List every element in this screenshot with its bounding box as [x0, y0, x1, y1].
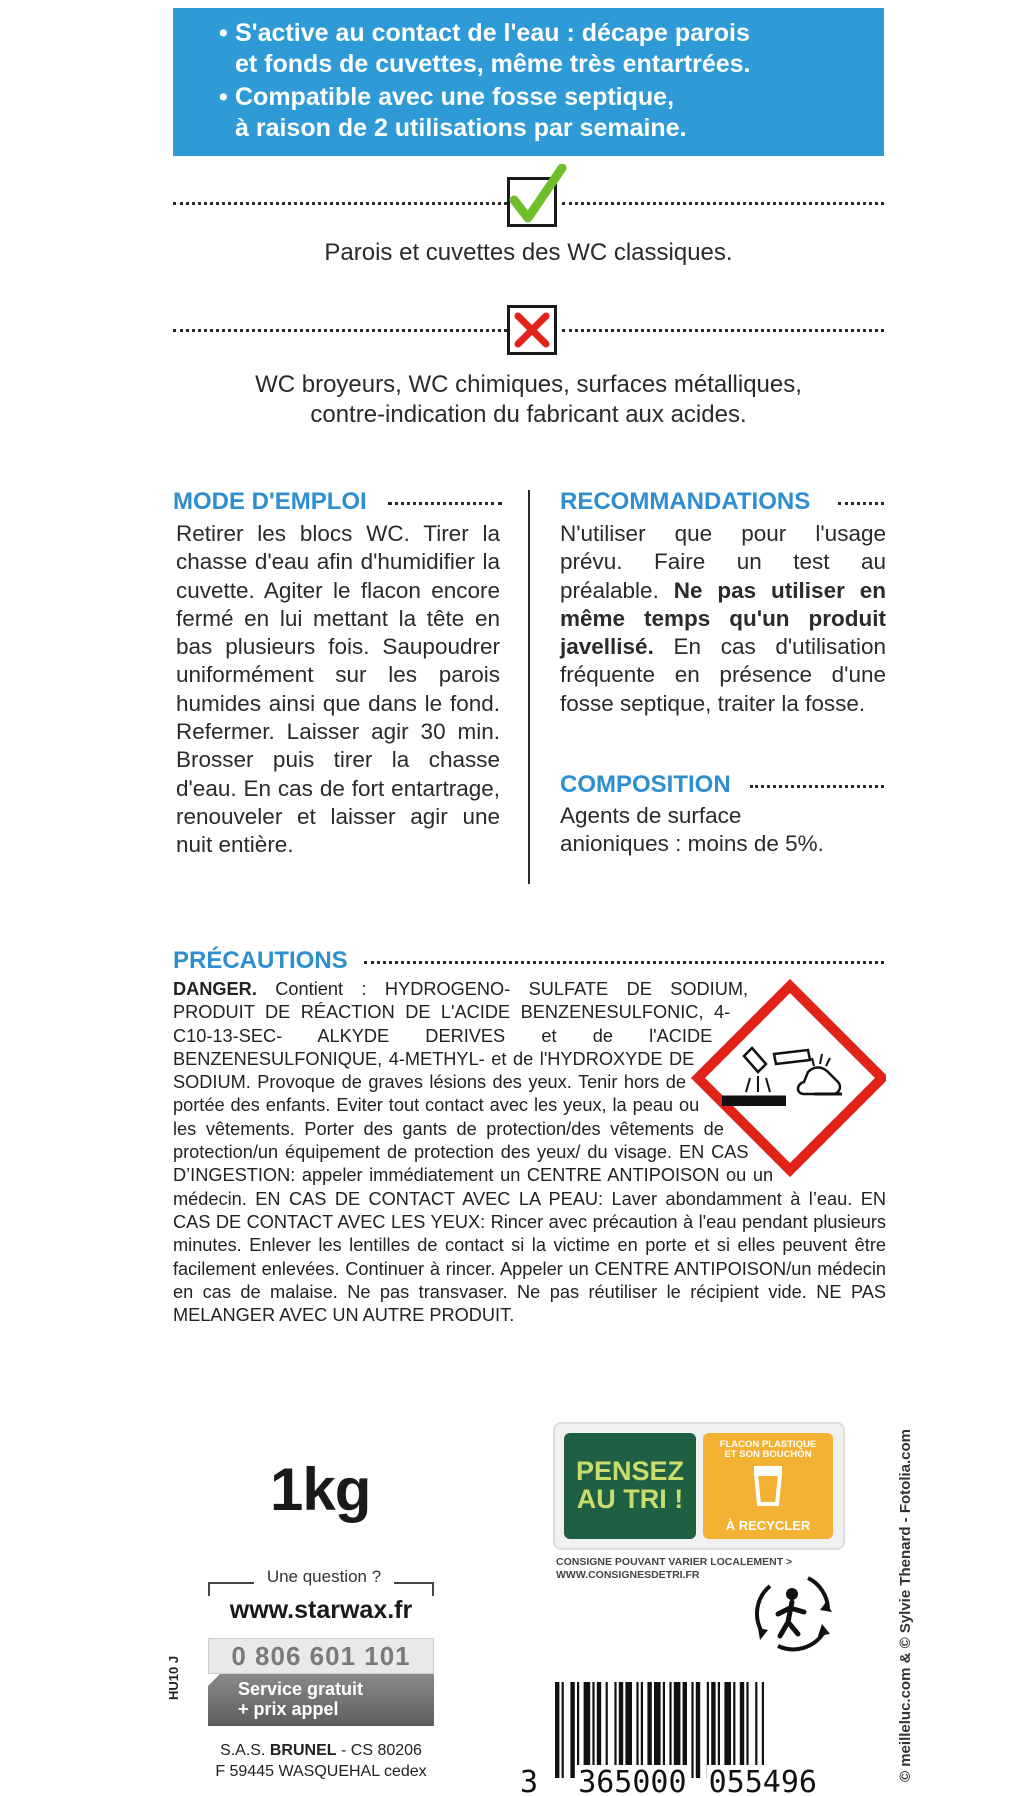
service-notch [208, 1674, 220, 1686]
banner-bullet-1: • S'active au contact de l'eau : décape parois et fonds de cuvettes, même très entartrées. [219, 18, 856, 80]
barcode-number: 3 365000 055496 [518, 1765, 819, 1796]
dotted-divider [838, 502, 884, 505]
barcode-icon [555, 1682, 845, 1778]
flacon-recycle-badge: FLACON PLASTIQUE ET SON BOUCHON À RECYCLER [703, 1433, 833, 1539]
dotted-divider [173, 202, 507, 205]
pensez-au-tri-badge: PENSEZ AU TRI ! [564, 1433, 696, 1539]
dotted-divider [364, 961, 884, 964]
feature-banner [173, 8, 884, 156]
photo-credit: © meilleluc.com & © Sylvie Thenard - Fotolia.com [897, 1428, 914, 1782]
company-address: S.A.S. BRUNEL - CS 80206 F 59445 WASQUEHAL cedex [215, 1742, 427, 1780]
contact-frame-right [432, 1582, 434, 1596]
dotted-divider [388, 502, 502, 505]
precautions-title: PRÉCAUTIONS [173, 947, 348, 974]
dotted-divider [562, 202, 884, 205]
service-info: Service gratuit + prix appel [208, 1674, 434, 1726]
batch-code: HU10 J [166, 1655, 181, 1700]
contact-frame-left [208, 1582, 210, 1596]
recommandations-title: RECOMMANDATIONS [560, 488, 811, 515]
suitable-surfaces-text: Parois et cuvettes des WC classiques. [324, 239, 733, 266]
red-cross-icon [507, 305, 557, 355]
dotted-divider [173, 329, 507, 332]
phone-number[interactable]: 0 806 601 101 [208, 1638, 434, 1674]
triman-icon [748, 1568, 838, 1658]
composition-title: COMPOSITION [560, 771, 731, 798]
column-divider [528, 490, 530, 884]
dotted-divider [562, 329, 884, 332]
unsuitable-surfaces-text: WC broyeurs, WC chimiques, surfaces métalliques, contre-indication du fabricant aux acides. [255, 371, 802, 428]
precautions-text [173, 978, 886, 1327]
recycle-bin-icon [748, 1464, 788, 1506]
composition-text: Agents de surface anioniques : moins de 5%. [560, 803, 824, 857]
question-label: Une question ? [254, 1567, 394, 1587]
website-link[interactable]: www.starwax.fr [229, 1596, 413, 1624]
banner-bullet-2: • Compatible avec une fosse septique, à raison de 2 utilisations par semaine. [219, 82, 856, 144]
danger-label: DANGER. [173, 979, 257, 999]
green-check-icon [507, 177, 557, 227]
precautions-body: Contient : HYDROGENO- SULFATE DE SODIUM, PRODUIT DE RÉACTION DE L'ACIDE BENZENESULFONIC, 4-C10-13-SEC- ALKYDE DERIVES et de l'ACIDE BENZENESULFONIQUE, 4-METHYL- et de l'HYDROXYDE DE SODIUM. Provoque de graves lésions des yeux. Tenir hors de portée des enfants. Eviter tout contact avec les yeux, la peau ou les vêtements. Porter des gants de protection/des vêtements de protection/un équipement de protection des yeux/ du visage. EN CAS D’INGESTION: appeler immédiatement un CENTRE ANTIPOISON ou un médecin. EN CAS DE CONTACT AVEC LA PEAU: Laver abondamment à l’eau. EN CAS DE CONTACT AVEC LES YEUX: Rincer avec précaution à l'eau pendant plusieurs minutes. Enlever les lentilles de contact si la victime en porte et si elles peuvent être facilement enlevées. Continuer à rincer. Appeler un CENTRE ANTIPOISON/un médecin en cas de malaise. Ne pas transvaser. Ne pas réutiliser le récipient vide. NE PAS MELANGER AVEC UN AUTRE PRODUIT. [173, 979, 886, 1326]
mode-emploi-title: MODE D'EMPLOI [173, 488, 367, 515]
dotted-divider [750, 785, 884, 788]
mode-emploi-text: Retirer les blocs WC. Tirer la chasse d'eau afin d'humidifier la cuvette. Agiter le flacon encore fermé en lui mettant la tête en bas plusieurs fois. Saupoudrer uniformément sur les parois humides ainsi que dans le fond. Refermer. Laisser agir 30 min. Brosser puis tirer la chasse d'eau. En cas de fort entartrage, renouveler et laisser agir une nuit entière. [176, 521, 500, 858]
recommandations-text: N'utiliser que pour l'usage prévu. Faire un test au préalable. Ne pas utiliser en même temps qu'un produit javellisé. En cas d'utilisation fréquente en présence d'une fosse septique, traiter la fosse. [560, 521, 886, 716]
consigne-note: CONSIGNE POUVANT VARIER LOCALEMENT > WWW.CONSIGNESDETRI.FR [556, 1556, 793, 1581]
product-weight: 1kg [270, 1456, 371, 1523]
